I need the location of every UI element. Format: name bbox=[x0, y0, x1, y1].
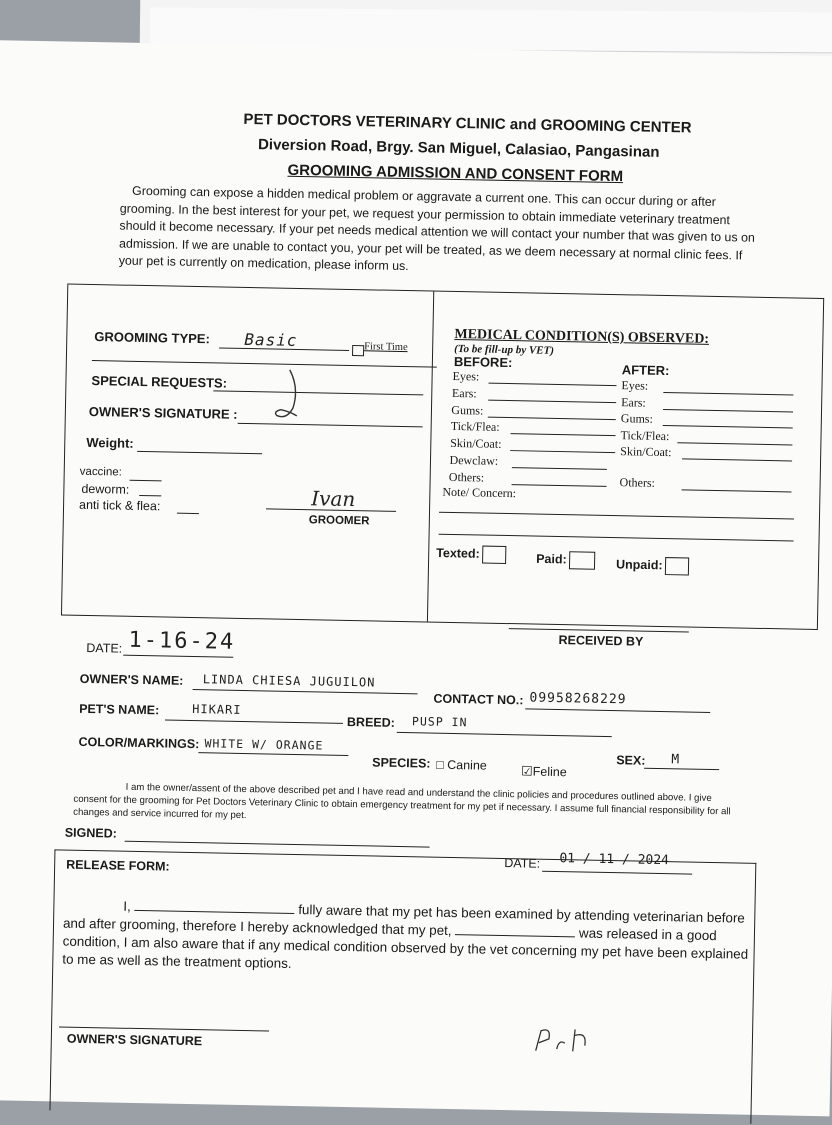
species-label: SPECIES: bbox=[372, 755, 431, 771]
release-i: I, bbox=[123, 898, 131, 914]
unpaid-checkbox[interactable] bbox=[664, 557, 688, 575]
color-label: COLOR/MARKINGS: bbox=[78, 734, 200, 752]
breed-label: BREED: bbox=[346, 714, 396, 730]
breed-value: PUSP IN bbox=[411, 714, 468, 730]
before-item-label: Skin/Coat: bbox=[450, 436, 502, 452]
sex-label: SEX: bbox=[616, 753, 646, 768]
signed-line bbox=[125, 841, 430, 848]
medical-condition-title: MEDICAL CONDITION(S) OBSERVED: bbox=[454, 326, 710, 347]
intro-paragraph: Grooming can expose a hidden medical problem or aggravate a current one. This can occur during or after grooming. In the best interest for your pet, we request your permission to obtain immediate veterinary treatment should it become necessary. If your pet needs medical attention we will contact your number that was given to us on admission. If we are unable to contact you, your pet will be treated, as we deem necessary at normal clinic fees. If your pet is currently on medication, please inform us. bbox=[118, 183, 755, 274]
release-text-a: fully aware that my pet has been examined by attending veterinarian before and after grooming, therefore I hereby acknowledged that my pet, bbox=[62, 902, 745, 939]
unpaid-label: Unpaid: bbox=[615, 557, 663, 573]
vaccine-label: vaccine: bbox=[79, 465, 123, 479]
after-label: AFTER: bbox=[621, 362, 670, 379]
form-paper bbox=[0, 40, 832, 1116]
release-box bbox=[49, 849, 756, 1123]
texted-checkbox[interactable] bbox=[482, 546, 506, 564]
after-item-label: Gums: bbox=[620, 411, 653, 426]
release-text-b: was released in a good condition, I am also aware that if any medical condition observed by the vet concerning my pet have been explained to me as well as the treatment options. bbox=[62, 925, 749, 971]
paid-checkbox[interactable] bbox=[569, 551, 595, 569]
consent-date-label: DATE: bbox=[504, 856, 541, 871]
grooming-type-value: Basic bbox=[244, 329, 298, 350]
before-item-label: Tick/Flea: bbox=[450, 419, 500, 435]
clinic-name: PET DOCTORS VETERINARY CLINIC and GROOMING CENTER bbox=[243, 110, 692, 137]
before-item-label: Gums: bbox=[451, 402, 484, 418]
special-requests-label: SPECIAL REQUESTS: bbox=[91, 373, 228, 391]
clinic-address: Diversion Road, Brgy. San Miguel, Calasiao, Pangasinan bbox=[257, 136, 660, 161]
first-time-label: First Time bbox=[364, 341, 408, 354]
color-line bbox=[198, 752, 348, 756]
owner-name-value: LINDA CHIESA JUGUILON bbox=[202, 672, 376, 690]
groomer-signature: Ivan bbox=[311, 486, 356, 512]
texted-field[interactable] bbox=[436, 545, 506, 564]
handwritten-mark bbox=[531, 1021, 602, 1062]
first-time-checkbox[interactable] bbox=[352, 343, 364, 361]
before-item-label: Dewclaw: bbox=[449, 452, 499, 468]
after-item-label: Tick/Flea: bbox=[620, 427, 670, 443]
pet-name-label: PET'S NAME: bbox=[79, 701, 160, 718]
before-item-label: Ears: bbox=[451, 385, 477, 401]
owner-name-blank[interactable] bbox=[134, 910, 294, 914]
after-item-label: Ears: bbox=[621, 394, 646, 410]
date-label: DATE: bbox=[86, 640, 123, 656]
release-paragraph bbox=[62, 897, 753, 982]
feline-option[interactable]: ☑Feline bbox=[520, 763, 567, 780]
owner-signature-label: OWNER'S SIGNATURE : bbox=[88, 403, 238, 422]
weight-label: Weight: bbox=[86, 434, 134, 451]
consent-date-value: 01 / 11 / 2024 bbox=[559, 851, 670, 869]
feline-label: Feline bbox=[532, 764, 567, 780]
deworm-label: deworm: bbox=[81, 481, 130, 497]
texted-label: Texted: bbox=[436, 545, 480, 561]
consent-paragraph: I am the owner/assent of the above described pet and I have read and understand the clinic policies and procedures outlined above. I give consent for the grooming for Pet Doctors Veterinary Clinic to obtain emergency treatment for my pet if necessary. I assume full financial responsibility for all changes and service incurred for my pet. bbox=[73, 781, 731, 822]
paid-label: Paid: bbox=[536, 551, 567, 567]
signed-label: SIGNED: bbox=[64, 825, 118, 841]
before-item-label: Others: bbox=[448, 469, 485, 485]
release-owner-signature-label: OWNER'S SIGNATURE bbox=[66, 1031, 203, 1049]
pet-name-blank[interactable] bbox=[455, 934, 575, 937]
form-title: GROOMING ADMISSION AND CONSENT FORM bbox=[287, 161, 624, 186]
sex-line bbox=[644, 768, 719, 770]
pet-name-line bbox=[165, 719, 343, 723]
anti-tick-label: anti tick & flea: bbox=[78, 497, 161, 514]
grooming-type-label: GROOMING TYPE: bbox=[94, 329, 211, 347]
received-by-label: RECEIVED BY bbox=[558, 633, 644, 649]
groomer-label: GROOMER bbox=[308, 514, 370, 528]
release-title: RELEASE FORM: bbox=[66, 857, 170, 874]
signature-mark bbox=[269, 367, 310, 424]
date-line bbox=[123, 655, 233, 658]
date-value: 1-16-24 bbox=[128, 627, 236, 655]
owner-name-line bbox=[193, 689, 418, 694]
contact-line bbox=[525, 708, 710, 713]
contact-value: 09958268229 bbox=[529, 690, 627, 708]
pet-name-value: HIKARI bbox=[192, 702, 242, 717]
canine-option[interactable]: □ Canine bbox=[436, 757, 487, 773]
unpaid-field[interactable] bbox=[616, 556, 689, 575]
received-by-line bbox=[509, 628, 689, 632]
color-value: WHITE W/ ORANGE bbox=[204, 736, 324, 753]
after-item-label: Others: bbox=[619, 475, 656, 490]
sex-value: M bbox=[671, 752, 681, 768]
medical-condition-subtitle: (To be fill-up by VET) bbox=[454, 342, 555, 357]
canine-label: Canine bbox=[447, 757, 487, 773]
after-item-label: Skin/Coat: bbox=[620, 444, 672, 460]
breed-line bbox=[397, 732, 612, 737]
before-item-label: Eyes: bbox=[452, 368, 480, 384]
paid-field[interactable] bbox=[536, 551, 595, 570]
note-label: Note/ Concern: bbox=[442, 484, 517, 501]
after-item-label: Eyes: bbox=[621, 378, 649, 393]
contact-label: CONTACT NO.: bbox=[433, 691, 524, 708]
before-label: BEFORE: bbox=[453, 353, 513, 371]
owner-name-label: OWNER'S NAME: bbox=[79, 671, 184, 688]
